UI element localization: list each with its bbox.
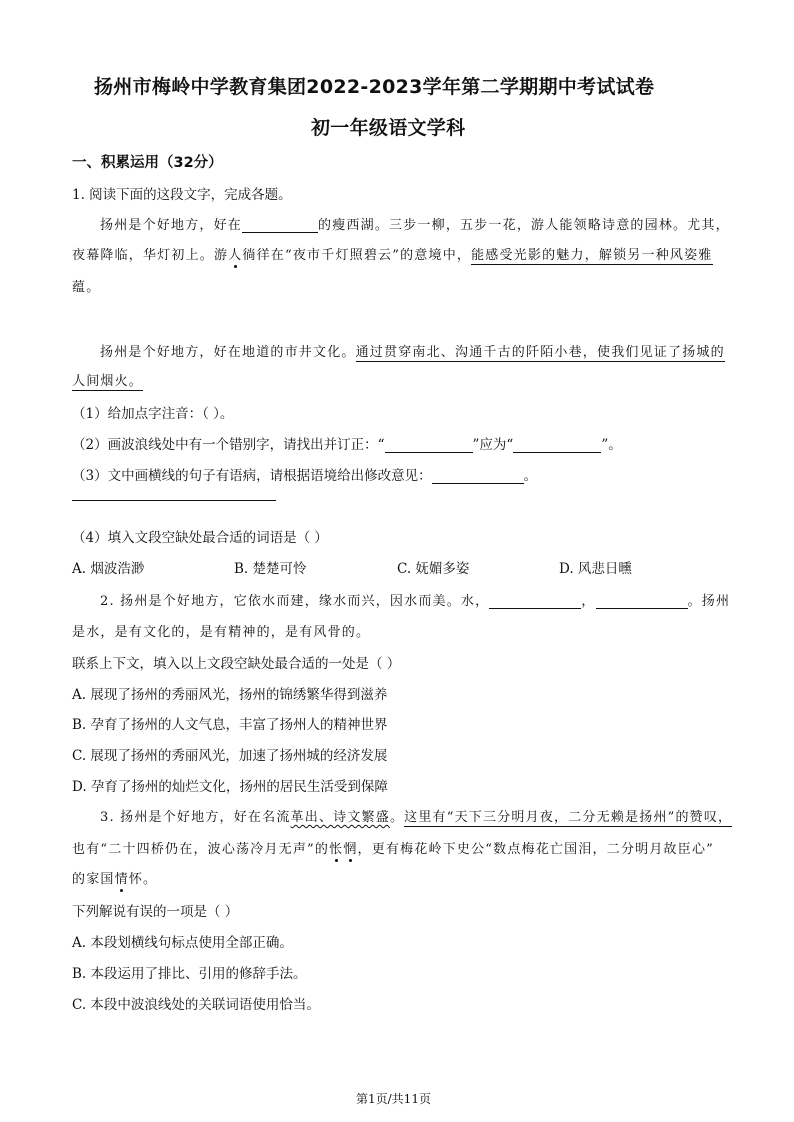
q1-option-d[interactable]: D. 风悲日曛 (559, 561, 632, 577)
fill-blank[interactable] (513, 438, 601, 453)
q1-option-a[interactable]: A. 烟波浩渺 (72, 561, 145, 577)
passage-text: 。扬州 (687, 594, 731, 609)
q1-sub3 (72, 464, 537, 484)
q2-option-b[interactable]: B. 孕育了扬州的人文气息，丰富了扬州人的精神世界 (72, 717, 388, 733)
dotted-char: 惘 (343, 842, 358, 857)
underlined-sentence: 能感受光影的魅力，解锁另一种风姿雅 (471, 248, 713, 263)
answer-line[interactable] (72, 500, 276, 501)
page-number: 第1页/共11页 (356, 1092, 431, 1106)
q1-option-b[interactable]: B. 楚楚可怜 (234, 561, 307, 577)
q2-option-a[interactable]: A. 展现了扬州的秀丽风光，扬州的锦绣繁华得到滋养 (72, 687, 388, 703)
passage-text: ，更有梅花岭下史公“数点梅花亡国泪，二分明月故臣心” (357, 842, 714, 857)
q1-passage1-line2 (72, 244, 713, 263)
passage-text: 夜幕降临，华灯初上。游 (72, 248, 229, 263)
passage-text: 扬州是个好地方，好在 (100, 218, 243, 233)
passage-text: 怀。 (128, 872, 158, 887)
q1-passage2-line1 (100, 341, 725, 360)
sub3-text: 。 (523, 468, 538, 484)
q3-line3 (72, 868, 157, 887)
q1-passage1-line1 (100, 214, 730, 233)
sub2-text: ”应为“ (472, 437, 514, 453)
dotted-char: 人 (228, 248, 243, 263)
q1-intro: 1. 阅读下面的这段文字，完成各题。 (72, 187, 292, 203)
exam-subtitle: 初一年级语文学科 (311, 117, 466, 139)
q2-line2: 是水，是有文化的，是有精神的，是有风骨的。 (72, 625, 371, 640)
q2-line1 (100, 590, 730, 609)
passage-text: 也有“二十四桥仍在，波心荡冷月无声”的 (72, 842, 330, 857)
passage-text: 2. 扬州是个好地方，它依水而建，缘水而兴，因水而美。水， (100, 594, 490, 609)
dotted-char: 怅 (329, 842, 344, 857)
q3-option-c[interactable]: C. 本段中波浪线处的关联词语使用恰当。 (72, 997, 320, 1013)
q1-sub4: （4）填入文段空缺处最合适的词语是（ ） (72, 530, 328, 546)
fill-blank[interactable] (489, 594, 581, 609)
exam-title: 扬州市梅岭中学教育集团2022-2023学年第二学期期中考试试卷 (94, 76, 655, 98)
passage-text: 扬州是个好地方，好在地道的市井文化。 (100, 345, 356, 360)
q1-sub1: （1）给加点字注音：（ ）。 (72, 406, 234, 422)
section-heading: 一、积累运用（32分） (72, 155, 223, 171)
q2-option-c[interactable]: C. 展现了扬州的秀丽风光，加速了扬州城的经济发展 (72, 748, 388, 764)
q1-passage1-line3: 蕴。 (72, 280, 101, 295)
passage-text: 的家国 (72, 872, 115, 887)
q3-line2 (72, 838, 714, 857)
fill-blank[interactable] (385, 438, 473, 453)
q3-line1 (100, 806, 732, 825)
q1-passage2-line2 (72, 370, 143, 389)
q3-prompt: 下列解说有误的一项是（ ） (72, 904, 239, 920)
q1-sub2 (72, 433, 622, 453)
q3-option-b[interactable]: B. 本段运用了排比、引用的修辞手法。 (72, 966, 307, 982)
q3-option-a[interactable]: A. 本段划横线句标点使用全部正确。 (72, 935, 293, 951)
fill-blank[interactable] (242, 218, 318, 233)
q1-option-c[interactable]: C. 妩媚多姿 (397, 561, 470, 577)
passage-text: 徜徉在“夜市千灯照碧云”的意境中， (242, 248, 472, 263)
sub2-text: （2）画波浪线处中有一个错别字，请找出并订正：“ (72, 437, 385, 453)
q2-prompt: 联系上下文，填入以上文段空缺处最合适的一处是（ ） (72, 656, 401, 672)
dotted-char: 情 (114, 872, 129, 887)
underlined-sentence: 通过贯穿南北、沟通千古的阡陌小巷，使我们见证了扬城的 (355, 345, 725, 360)
underlined-sentence: 这里有“天下三分明月夜，二分无赖是扬州”的赞叹， (404, 810, 733, 825)
passage-text: ， (581, 594, 596, 609)
q2-option-d[interactable]: D. 孕育了扬州的灿烂文化，扬州的居民生活受到保障 (72, 779, 388, 795)
passage-text: 3. 扬州是个好地方，好在名流 (100, 810, 291, 825)
sub2-text: ”。 (601, 437, 622, 453)
fill-blank[interactable] (596, 594, 688, 609)
passage-text: 的瘦西湖。三步一柳，五步一花，游人能领略诗意的园林。尤其， (318, 218, 730, 233)
sub3-text: （3）文中画横线的句子有语病，请根据语境给出修改意见： (72, 468, 432, 484)
passage-text: 。 (389, 810, 405, 825)
fill-blank[interactable] (432, 469, 524, 484)
underlined-sentence: 人间烟火。 (72, 374, 144, 389)
wavy-underlined-text: 革出、诗文繁盛 (290, 810, 390, 825)
